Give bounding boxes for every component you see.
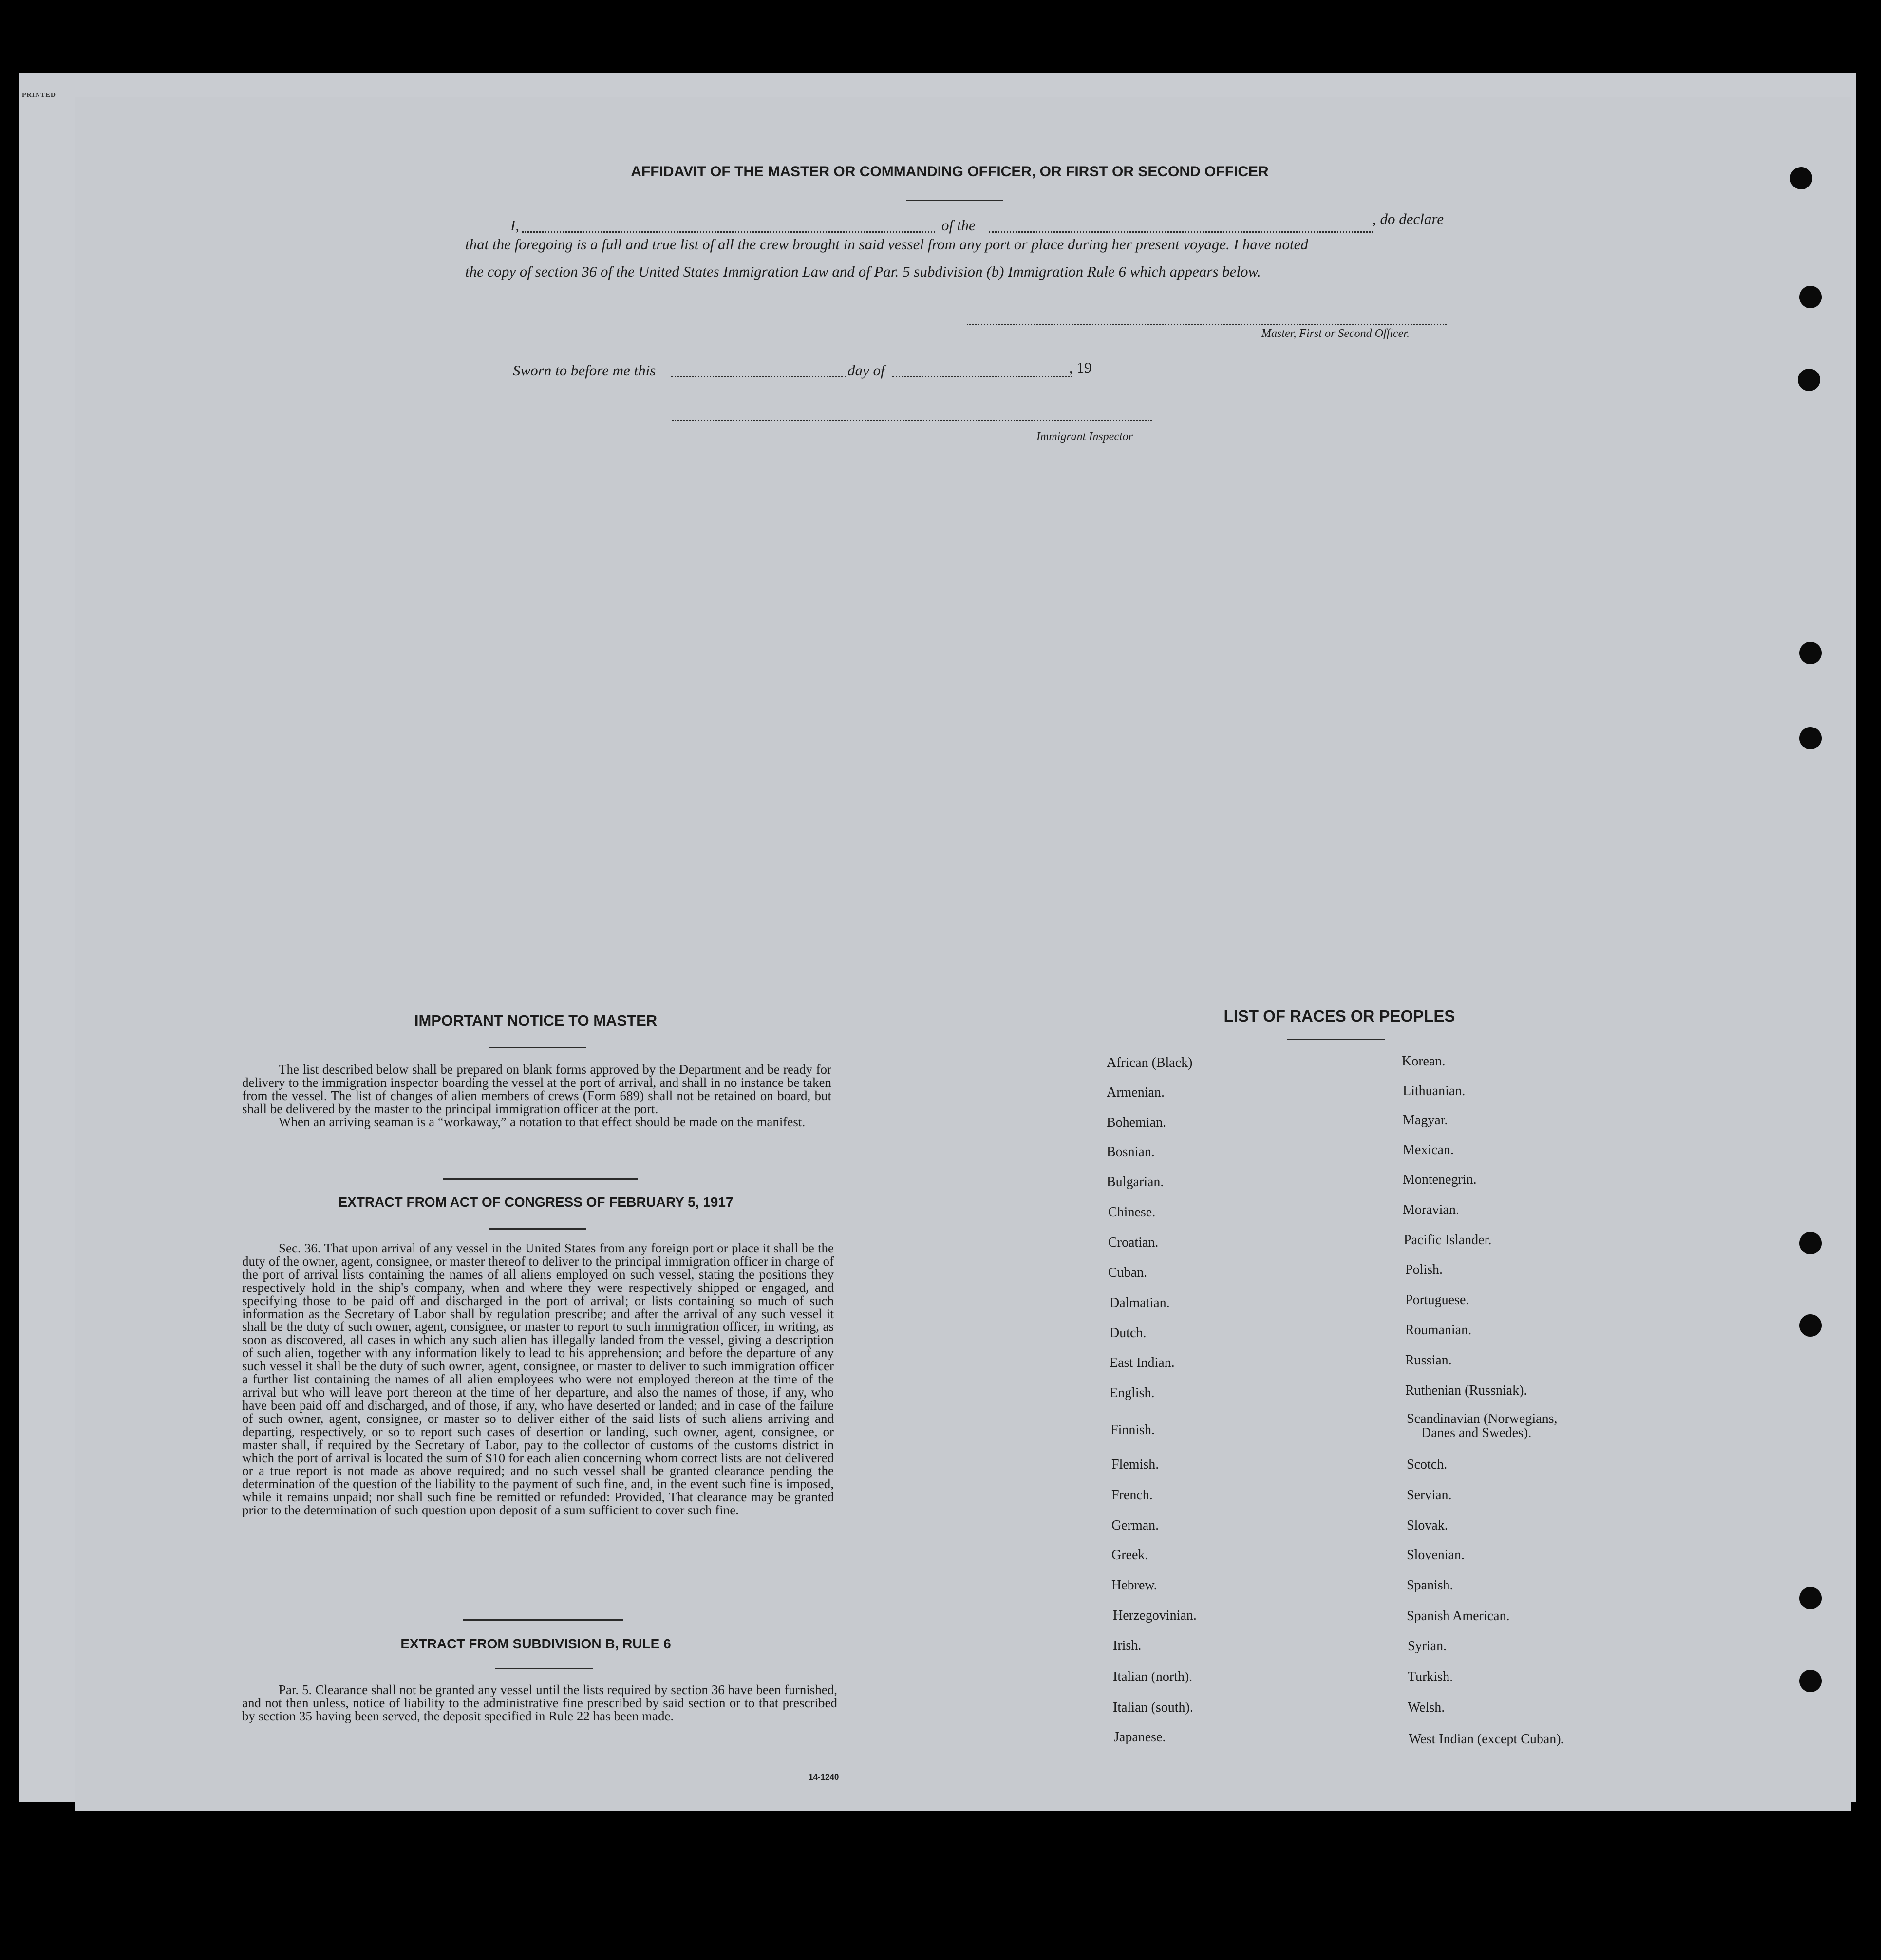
notice-body xyxy=(242,1063,831,1129)
binder-hole-icon xyxy=(1799,727,1822,749)
race-item: German. xyxy=(1111,1518,1159,1533)
day-of-label: day of xyxy=(847,362,885,379)
race-item: Scandinavian (Norwegians, xyxy=(1407,1411,1558,1426)
race-item: Turkish. xyxy=(1408,1669,1453,1684)
section-divider xyxy=(443,1178,638,1180)
sworn-label: Sworn to before me this xyxy=(513,362,656,379)
affidavit-line-2: that the foregoing is a full and true list of all the crew brought in said vessel from any port or place during her present voyage. I have noted xyxy=(465,236,1308,253)
race-item: Hebrew. xyxy=(1111,1578,1157,1593)
race-item: Cuban. xyxy=(1108,1265,1147,1280)
race-item: East Indian. xyxy=(1110,1355,1175,1370)
form-number: 14-1240 xyxy=(809,1773,839,1782)
notice-paragraph-2: When an arriving seaman is a “workaway,” a notation to that effect should be made on the manifest. xyxy=(279,1115,806,1129)
race-item: African (Black) xyxy=(1107,1055,1193,1070)
race-item: Bosnian. xyxy=(1107,1144,1155,1159)
inspector-caption: Immigrant Inspector xyxy=(1036,430,1133,443)
sworn-year-label: , 19 xyxy=(1069,359,1092,376)
corner-label: PRINTED xyxy=(22,92,56,99)
race-item-continuation: Danes and Swedes). xyxy=(1421,1425,1532,1440)
race-item: Pacific Islander. xyxy=(1404,1232,1492,1248)
race-item: Italian (north). xyxy=(1113,1669,1193,1684)
race-item: Bohemian. xyxy=(1107,1115,1166,1130)
races-title: LIST OF RACES OR PEOPLES xyxy=(1223,1007,1455,1025)
race-item: Lithuanian. xyxy=(1403,1083,1466,1099)
race-item: Spanish American. xyxy=(1407,1608,1510,1624)
race-item: Korean. xyxy=(1402,1054,1446,1069)
affidavit-title: AFFIDAVIT OF THE MASTER OR COMMANDING OFFICER, OR FIRST OR SECOND OFFICER xyxy=(631,164,1269,180)
race-item: Croatian. xyxy=(1108,1235,1159,1250)
race-item: Japanese. xyxy=(1114,1730,1166,1745)
notice-paragraph-1: The list described below shall be prepared on blank forms approved by the Department and be ready for delivery to the immigration inspector boarding the vessel at the port of arrival, and shall in no instance be taken from the vessel. The list of changes of alien members of crews (Form 689) shall not be retained on board, but shall be delivered by the master to the principal immigration officer at the port. xyxy=(242,1062,831,1116)
race-item: Polish. xyxy=(1405,1262,1443,1277)
race-item: Syrian. xyxy=(1408,1639,1447,1654)
race-item: Magyar. xyxy=(1403,1113,1448,1128)
binder-hole-icon xyxy=(1798,369,1820,391)
of-the-label: of the xyxy=(941,217,976,234)
declare-label: , do declare xyxy=(1373,210,1444,227)
race-item: Russian. xyxy=(1405,1353,1452,1368)
binder-hole-icon xyxy=(1799,1232,1822,1254)
sworn-month-field[interactable] xyxy=(892,376,1072,377)
race-item: Armenian. xyxy=(1107,1085,1165,1100)
race-item: Moravian. xyxy=(1403,1202,1459,1217)
race-item: Greek. xyxy=(1111,1548,1148,1563)
act-extract-title-rule xyxy=(489,1228,586,1230)
inspector-signature-field[interactable] xyxy=(672,420,1152,421)
race-item: Dutch. xyxy=(1110,1325,1147,1341)
paragraph-5-text: Par. 5. Clearance shall not be granted any vessel until the lists required by section 36 have been furnished, and not then unless, notice of liability to the administrative fine prescribed by said section or to that prescribed by section 35 having been served, the deposit specified in Rule 22 has been made. xyxy=(242,1682,837,1723)
race-item: Slovak. xyxy=(1407,1518,1448,1533)
races-title-rule xyxy=(1287,1039,1385,1040)
act-extract-body xyxy=(242,1242,834,1517)
race-item: Spanish. xyxy=(1407,1578,1453,1593)
race-item: Bulgarian. xyxy=(1107,1175,1164,1190)
race-item: West Indian (except Cuban). xyxy=(1409,1732,1564,1747)
binder-hole-icon xyxy=(1799,1314,1822,1337)
race-item: Servian. xyxy=(1407,1488,1452,1503)
binder-hole-icon xyxy=(1790,167,1812,189)
sworn-day-field[interactable] xyxy=(671,376,846,377)
binder-hole-icon xyxy=(1799,1670,1822,1692)
race-item: English. xyxy=(1110,1385,1155,1400)
declarant-label: I, xyxy=(510,217,520,234)
race-item: Montenegrin. xyxy=(1403,1172,1477,1187)
notice-title-rule xyxy=(489,1047,586,1048)
binder-hole-icon xyxy=(1799,286,1822,308)
officer-signature-caption: Master, First or Second Officer. xyxy=(1261,327,1410,340)
affidavit-title-rule xyxy=(906,200,1003,201)
race-item: Roumanian. xyxy=(1405,1323,1472,1338)
affidavit-line-3: the copy of section 36 of the United States Immigration Law and of Par. 5 subdivision (b) Immigration Rule 6 which appears below. xyxy=(465,263,1261,280)
act-extract-title: EXTRACT FROM ACT OF CONGRESS OF FEBRUARY 5, 1917 xyxy=(338,1195,734,1210)
vessel-name-field[interactable] xyxy=(989,231,1373,233)
race-item: French. xyxy=(1111,1488,1153,1503)
race-item: Portuguese. xyxy=(1405,1292,1469,1307)
race-item: Finnish. xyxy=(1110,1422,1155,1437)
race-item: Slovenian. xyxy=(1407,1548,1465,1563)
rule-extract-body xyxy=(242,1683,837,1723)
race-item: Chinese. xyxy=(1108,1205,1156,1220)
document-page xyxy=(75,97,1851,1811)
rule-extract-title: EXTRACT FROM SUBDIVISION B, RULE 6 xyxy=(400,1636,671,1651)
section-36-text: Sec. 36. That upon arrival of any vessel in the United States from any foreign port or place it shall be the duty of the owner, agent, consignee, or master thereof to deliver to the principal immigration officer in charge of the port of arrival lists containing the names of all aliens employed on such vessel, stating the positions they respectively hold in the ship's company, when and where they were respectively shipped or engaged, and specifying those to be paid off and discharged in the port of arrival; or lists containing so much of such information as the Secretary of Labor shall by regulation prescribe; and after the arrival of any such vessel it shall be the duty of such owner, agent, consignee, or master to report to such immigration officer, in writing, as soon as discovered, all cases in which any such alien has illegally landed from the vessel, giving a description of such alien, together with any information likely to lead to his apprehension; and before the departure of any such vessel it shall be the duty of such owner, agent, consignee, or master to deliver to such immigration officer a further list containing the names of all alien employees who were not employed thereon at the time of the arrival but who will leave port thereon at the time of her departure, and also the names of those, if any, who have been paid off and discharged, and of those, if any, who have deserted or landed; and in case of the failure of such owner, agent, consignee, or master so to deliver either of the said lists of such aliens arriving and departing, respectively, or so to report such cases of desertion or landing, such owner, agent, consignee, or master shall, if required by the Secretary of Labor, pay to the collector of customs of the customs district in which the port of arrival is located the sum of $10 for each alien concerning whom correct lists are not delivered or a true report is not made as above required; and no such vessel shall be granted clearance pending the determination of the question of the liability to the payment of such fine, and, in the event such fine is imposed, while it remains unpaid; nor shall such fine be remitted or refunded: Provided, That clearance may be granted prior to the determination of such question upon deposit of a sum sufficient to cover such fine. xyxy=(242,1241,834,1518)
notice-title: IMPORTANT NOTICE TO MASTER xyxy=(414,1012,658,1029)
binder-hole-icon xyxy=(1799,1587,1822,1609)
rule-extract-title-rule xyxy=(495,1668,593,1669)
declarant-name-field[interactable] xyxy=(522,231,935,233)
race-item: Flemish. xyxy=(1111,1457,1159,1472)
section-divider xyxy=(463,1619,623,1621)
race-item: Italian (south). xyxy=(1113,1700,1193,1715)
race-item: Dalmatian. xyxy=(1110,1295,1170,1310)
race-item: Welsh. xyxy=(1408,1700,1445,1715)
race-item: Irish. xyxy=(1113,1638,1142,1653)
race-item: Herzegovinian. xyxy=(1113,1608,1197,1623)
race-item: Mexican. xyxy=(1403,1142,1454,1157)
race-item: Ruthenian (Russniak). xyxy=(1405,1383,1527,1398)
race-item: Scotch. xyxy=(1407,1457,1448,1472)
officer-signature-field[interactable] xyxy=(967,324,1447,325)
binder-hole-icon xyxy=(1799,642,1822,664)
